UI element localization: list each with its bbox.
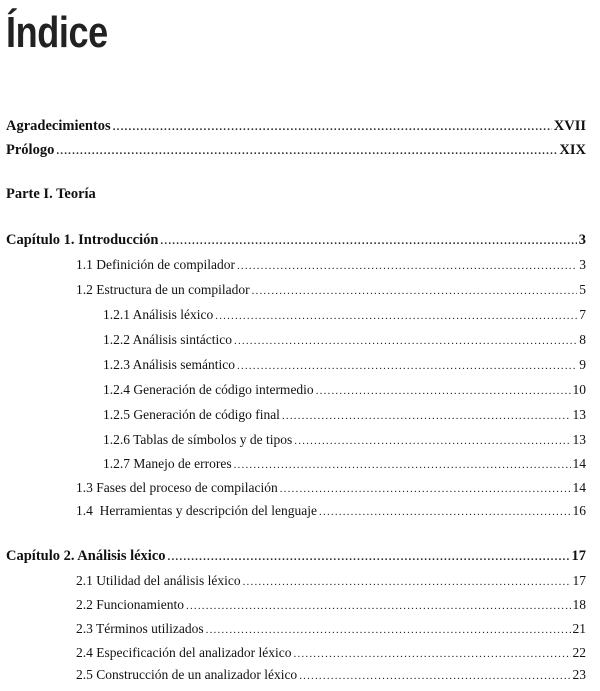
toc-entry-page: 3 [579,257,586,272]
dot-leader [280,483,571,495]
dot-leader [237,260,577,272]
toc-section-1-1[interactable] [76,257,586,279]
toc-entry-page: 8 [579,332,586,347]
toc-entry-page: 10 [572,382,586,397]
toc-entry-page: 18 [572,597,586,612]
toc-entry-label: 1.2.1 Análisis léxico [103,307,214,322]
dot-leader [168,551,570,563]
toc-entry-label: 2.5 Construcción de un analizador léxico [76,667,298,682]
dot-leader [294,435,570,447]
dot-leader [56,145,557,157]
dot-leader [252,285,578,297]
dot-leader [319,506,570,518]
toc-entry-page: 13 [572,432,586,447]
toc-entry-label: Capítulo 2. Análisis léxico [6,548,166,564]
dot-leader [237,360,577,372]
toc-entry-page: XVII [553,118,586,134]
toc-entry-label: 1.1 Definición de compilador [76,257,235,272]
dot-leader [299,670,570,682]
toc-section-1-2-4[interactable] [103,382,586,404]
toc-section-1-2-2[interactable] [103,332,586,354]
toc-section-1-2-1[interactable] [103,307,586,329]
toc-entry-label: 1.2.7 Manejo de errores [103,456,232,471]
toc-entry-label: 1.3 Fases del proceso de compilación [76,480,278,495]
toc-entry-label: 1.2 Estructura de un compilador [76,282,250,297]
toc-entry-label: 1.2.4 Generación de código intermedio [103,382,314,397]
toc-section-1-4[interactable] [76,503,586,525]
toc-entry-label: Agradecimientos [6,118,111,134]
dot-leader [186,600,571,612]
toc-entry-page: 5 [579,282,586,297]
toc-chapter-2[interactable] [6,548,586,570]
toc-section-1-2[interactable] [76,282,586,304]
toc-entry-page: 9 [579,357,586,372]
toc-section-2-2[interactable] [76,597,586,619]
toc-entry-label: 1.2.3 Análisis semántico [103,357,235,372]
toc-entry-page: 14 [572,480,586,495]
toc-entry-page: 22 [572,645,586,660]
toc-section-2-3[interactable] [76,621,586,643]
toc-section-2-5[interactable] [76,667,586,689]
page-title: Índice [6,8,108,57]
toc-chapter-1[interactable] [6,232,586,254]
toc-section-2-1[interactable] [76,573,586,595]
toc-entry-page: 21 [572,621,586,636]
toc-entry-page: 3 [578,232,586,248]
dot-leader [243,576,571,588]
toc-entry-page: 17 [572,573,586,588]
toc-section-1-2-6[interactable] [103,432,586,454]
toc-section-2-4[interactable] [76,645,586,667]
dot-leader [206,624,571,636]
toc-section-1-2-5[interactable] [103,407,586,429]
toc-entry-label: 1.2.2 Análisis sintáctico [103,332,232,347]
toc-entry-page: 13 [572,407,586,422]
toc-entry-page: XIX [559,142,586,158]
toc-entry-label: Capítulo 1. Introducción [6,232,159,248]
dot-leader [234,459,571,471]
toc-section-1-2-7[interactable] [103,456,586,478]
toc-entry-page: 14 [572,456,586,471]
toc-entry-label: 2.4 Especificación del analizador léxico [76,645,292,660]
dot-leader [282,410,571,422]
dot-leader [160,235,576,247]
toc-entry-label: 2.2 Funcionamiento [76,597,184,612]
toc-entry-label: 2.3 Términos utilizados [76,621,204,636]
dot-leader [215,310,577,322]
dot-leader [294,648,571,660]
toc-entry-label: 2.1 Utilidad del análisis léxico [76,573,241,588]
toc-entry-label: Prólogo [6,142,55,158]
dot-leader [113,121,552,133]
toc-entry-page: 17 [571,548,586,564]
toc-section-1-3[interactable] [76,480,586,502]
dot-leader [316,385,571,397]
toc-entry-page: 16 [572,503,586,518]
toc-entry-label: 1.2.5 Generación de código final [103,407,280,422]
toc-section-1-2-3[interactable] [103,357,586,379]
toc-entry-agradecimientos[interactable] [6,118,586,140]
toc-entry-page: 7 [579,307,586,322]
toc-entry-label: 1.4 Herramientas y descripción del lenguaje [76,503,318,518]
part-heading: Parte I. Teoría [6,186,96,202]
toc-entry-prologo[interactable] [6,142,586,164]
dot-leader [234,335,577,347]
toc-entry-label: 1.2.6 Tablas de símbolos y de tipos [103,432,293,447]
toc-entry-page: 23 [572,667,586,682]
